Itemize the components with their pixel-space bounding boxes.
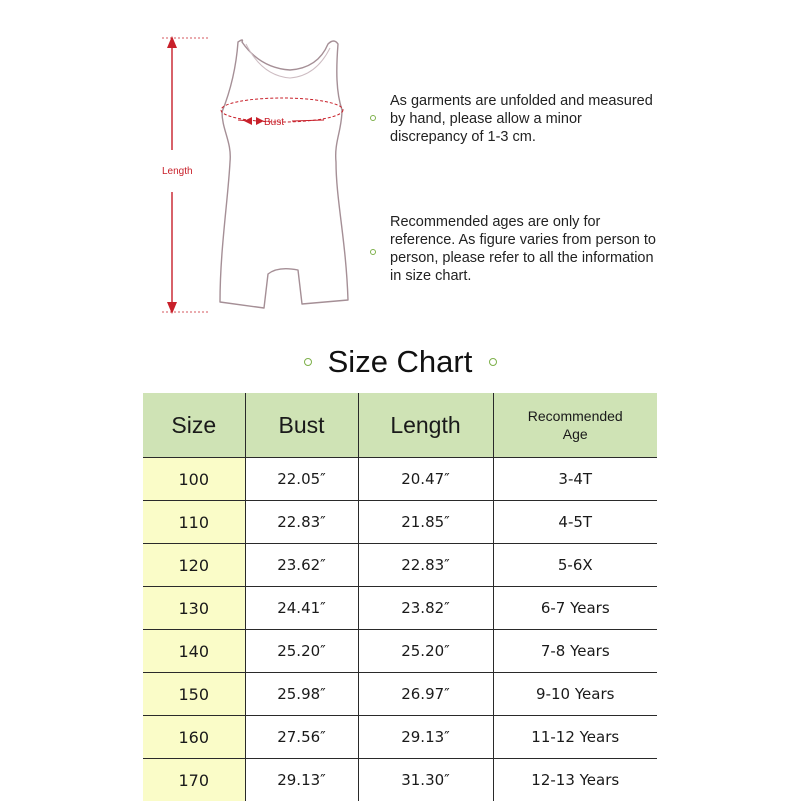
table-row [143,759,657,801]
note-bullet-icon [370,249,376,255]
unitard-outline [220,40,348,308]
table-row [143,630,657,673]
length-cell: 25.20″ [358,630,493,673]
table-row [143,458,657,501]
age-note: Recommended ages are only for reference. As figure varies from person to person, please refer to all the information in size chart. [390,213,660,285]
size-cell: 150 [143,673,245,716]
length-cell: 26.97″ [358,673,493,716]
size-table [143,393,657,801]
note-bullet-icon [370,115,376,121]
length-cell: 29.13″ [358,716,493,759]
header-age-line2: Age [563,426,588,442]
age-cell: 7-8 Years [493,630,657,673]
length-cell: 21.85″ [358,501,493,544]
size-cell: 120 [143,544,245,587]
size-cell: 100 [143,458,245,501]
table-header-row [143,393,657,458]
header-bust: Bust [245,393,358,458]
size-cell: 130 [143,587,245,630]
age-cell: 5-6X [493,544,657,587]
age-cell: 6-7 Years [493,587,657,630]
bust-label: Bust [264,117,284,128]
table-row [143,544,657,587]
size-cell: 140 [143,630,245,673]
table-row [143,501,657,544]
bust-cell: 25.20″ [245,630,358,673]
bust-cell: 22.83″ [245,501,358,544]
bust-cell: 22.05″ [245,458,358,501]
size-cell: 170 [143,759,245,801]
length-cell: 22.83″ [358,544,493,587]
age-cell: 4-5T [493,501,657,544]
length-cell: 31.30″ [358,759,493,801]
age-cell: 9-10 Years [493,673,657,716]
garment-diagram [150,30,370,320]
header-size: Size [143,393,245,458]
bust-cell: 25.98″ [245,673,358,716]
length-cell: 23.82″ [358,587,493,630]
bust-cell: 27.56″ [245,716,358,759]
chart-title: Size Chart [0,342,800,382]
table-row [143,673,657,716]
age-cell: 11-12 Years [493,716,657,759]
title-bullet-right-icon [489,358,497,366]
measurement-note: As garments are unfolded and measured by hand, please allow a minor discrepancy of 1-3 cm. [390,92,660,146]
header-age-line1: Recommended [528,408,623,424]
age-cell: 12-13 Years [493,759,657,801]
table-row [143,587,657,630]
bust-cell: 24.41″ [245,587,358,630]
bust-cell: 29.13″ [245,759,358,801]
bust-cell: 23.62″ [245,544,358,587]
length-cell: 20.47″ [358,458,493,501]
age-cell: 3-4T [493,458,657,501]
header-age [493,393,657,458]
header-length: Length [358,393,493,458]
length-label: Length [162,166,193,177]
table-row [143,716,657,759]
size-cell: 110 [143,501,245,544]
size-cell: 160 [143,716,245,759]
